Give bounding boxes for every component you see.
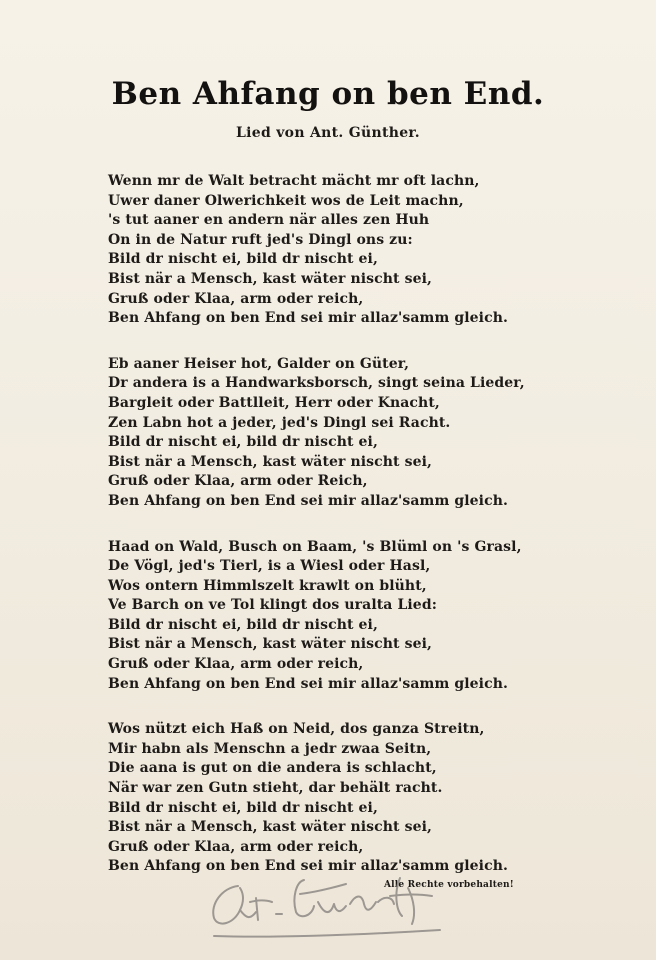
verse-line: Bist när a Mensch, kast wäter nischt sei, xyxy=(108,819,432,836)
verse-line: Gruß oder Klaa, arm oder reich, xyxy=(108,656,364,673)
verse-line: Eb aaner Heiser hot, Galder on Güter, xyxy=(108,355,410,372)
verse-line: Bild dr nischt ei, bild dr nischt ei, xyxy=(108,799,378,816)
verse-line: Die aana is gut on die andera is schlacht, xyxy=(108,760,437,777)
verse-line: Ve Barch on ve Tol klingt dos uralta Lied: xyxy=(108,597,437,614)
verse-line: Bist när a Mensch, kast wäter nischt sei, xyxy=(108,636,432,653)
verse-line: Wenn mr de Walt betracht mächt mr oft lachn, xyxy=(108,173,480,189)
rights-notice: Alle Rechte vorbehalten! xyxy=(384,880,514,890)
stanzas xyxy=(108,172,628,903)
stanza xyxy=(108,538,628,695)
verse-line: Dr andera is a Handwarksborsch, singt seina Lieder, xyxy=(108,375,525,392)
verse-line: Ben Ahfang on ben End sei mir allaz'samm gleich. xyxy=(108,858,508,875)
verse-line: Bild dr nischt ei, bild dr nischt ei, xyxy=(108,434,378,451)
verse-line: Ben Ahfang on ben End sei mir allaz'samm gleich. xyxy=(108,310,508,327)
verse-line: Bargleit oder Battlleit, Herr oder Knacht, xyxy=(108,394,440,411)
verse-line: Ben Ahfang on ben End sei mir allaz'samm gleich. xyxy=(108,492,508,509)
handwritten-signature xyxy=(200,858,490,958)
verse-line: Bist när a Mensch, kast wäter nischt sei, xyxy=(108,453,432,470)
stanza xyxy=(108,720,628,877)
verse-line: Gruß oder Klaa, arm oder Reich, xyxy=(108,473,368,490)
verse-line: Bist när a Mensch, kast wäter nischt sei, xyxy=(108,270,432,287)
verse-line: Gruß oder Klaa, arm oder reich, xyxy=(108,838,364,855)
song-title: Ben Ahfang on ben End. xyxy=(111,76,545,112)
verse-line: 's tut aaner en andern när alles zen Huh xyxy=(108,212,430,229)
verse-line: Haad on Wald, Busch on Baam, 's Blüml on 's Grasl, xyxy=(108,538,522,555)
verse-line: Mir habn als Menschn a jedr zwaa Seitn, xyxy=(108,740,432,757)
verse-line: Uwer daner Olwerichkeit wos de Leit machn, xyxy=(108,192,464,209)
song-subtitle: Lied von Ant. Günther. xyxy=(236,125,420,141)
verse-line: Bild dr nischt ei, bild dr nischt ei, xyxy=(108,251,378,268)
verse-line: On in de Natur ruft jed's Dingl ons zu: xyxy=(108,231,413,248)
stanza xyxy=(108,355,628,512)
verse-line: Gruß oder Klaa, arm oder reich, xyxy=(108,290,364,307)
verse-line: När war zen Gutn stieht, dar behält racht. xyxy=(108,780,443,797)
verse-line: Wos ontern Himmlszelt krawlt on blüht, xyxy=(108,577,427,594)
verse-line: Zen Labn hot a jeder, jed's Dingl sei Racht. xyxy=(108,414,451,431)
verse-line: Bild dr nischt ei, bild dr nischt ei, xyxy=(108,616,378,633)
verse-line: Ben Ahfang on ben End sei mir allaz'samm gleich. xyxy=(108,675,508,692)
verse-line: Wos nützt eich Haß on Neid, dos ganza Streitn, xyxy=(108,721,485,738)
verse-line: De Vögl, jed's Tierl, is a Wiesl oder Hasl, xyxy=(108,558,431,575)
stanza xyxy=(108,172,628,329)
